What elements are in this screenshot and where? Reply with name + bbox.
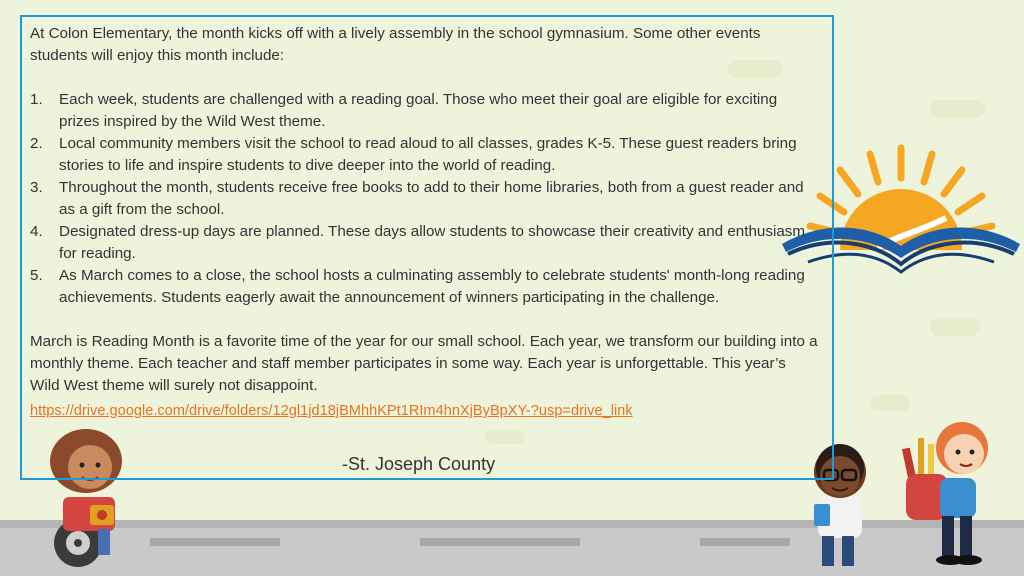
list-number: 4. — [30, 223, 43, 240]
list-item-text: Throughout the month, students receive free books to add to their home libraries, both from a guest reader and as a gift from the school. — [59, 179, 804, 218]
list-item — [30, 221, 818, 265]
list-item-text: As March comes to a close, the school hosts a culminating assembly to celebrate students' month-long reading achievements. Students eagerly await the announcement of winners participating in the challenge. — [59, 267, 805, 306]
drive-folder-link[interactable]: https://drive.google.com/drive/folders/12gl1jd18jBMhhKPt1RIm4hnXjByBpXY-?usp=drive_link — [30, 403, 633, 419]
closing-paragraph: March is Reading Month is a favorite time of the year for our small school. Each year, we transform our building into a monthly theme. Each teacher and staff member participates in some way. Each year is unforgettable. This year’s Wild West theme will surely not disappoint. — [30, 333, 818, 394]
list-item-text: Each week, students are challenged with a reading goal. Those who meet their goal are eligible for exciting prizes inspired by the Wild West theme. — [59, 91, 778, 130]
list-number: 1. — [30, 91, 43, 108]
list-item — [30, 89, 818, 133]
list-number: 5. — [30, 267, 43, 284]
boy-backpack-icon — [900, 408, 1000, 568]
bg-shape — [930, 100, 985, 118]
content-frame — [20, 15, 834, 480]
list-item-text: Designated dress-up days are planned. These days allow students to showcase their creativity and enthusiasm for reading. — [59, 223, 806, 262]
road-stripe — [420, 538, 580, 546]
list-number: 3. — [30, 179, 43, 196]
road-stripe — [700, 538, 790, 546]
bg-shape — [930, 318, 980, 336]
list-item — [30, 133, 818, 177]
events-list — [30, 89, 818, 309]
list-item — [30, 177, 818, 221]
list-item — [30, 265, 818, 309]
signature: -St. Joseph County — [342, 454, 496, 474]
list-item-text: Local community members visit the school to read aloud to all classes, grades K-5. These guest readers bring stories to life and inspire students to dive deeper into the world of reading. — [59, 135, 797, 174]
road-stripe — [150, 538, 280, 546]
intro-paragraph: At Colon Elementary, the month kicks off with a lively assembly in the school gymnasium. Some other events students will enjoy this month include: — [30, 25, 761, 64]
list-number: 2. — [30, 135, 43, 152]
